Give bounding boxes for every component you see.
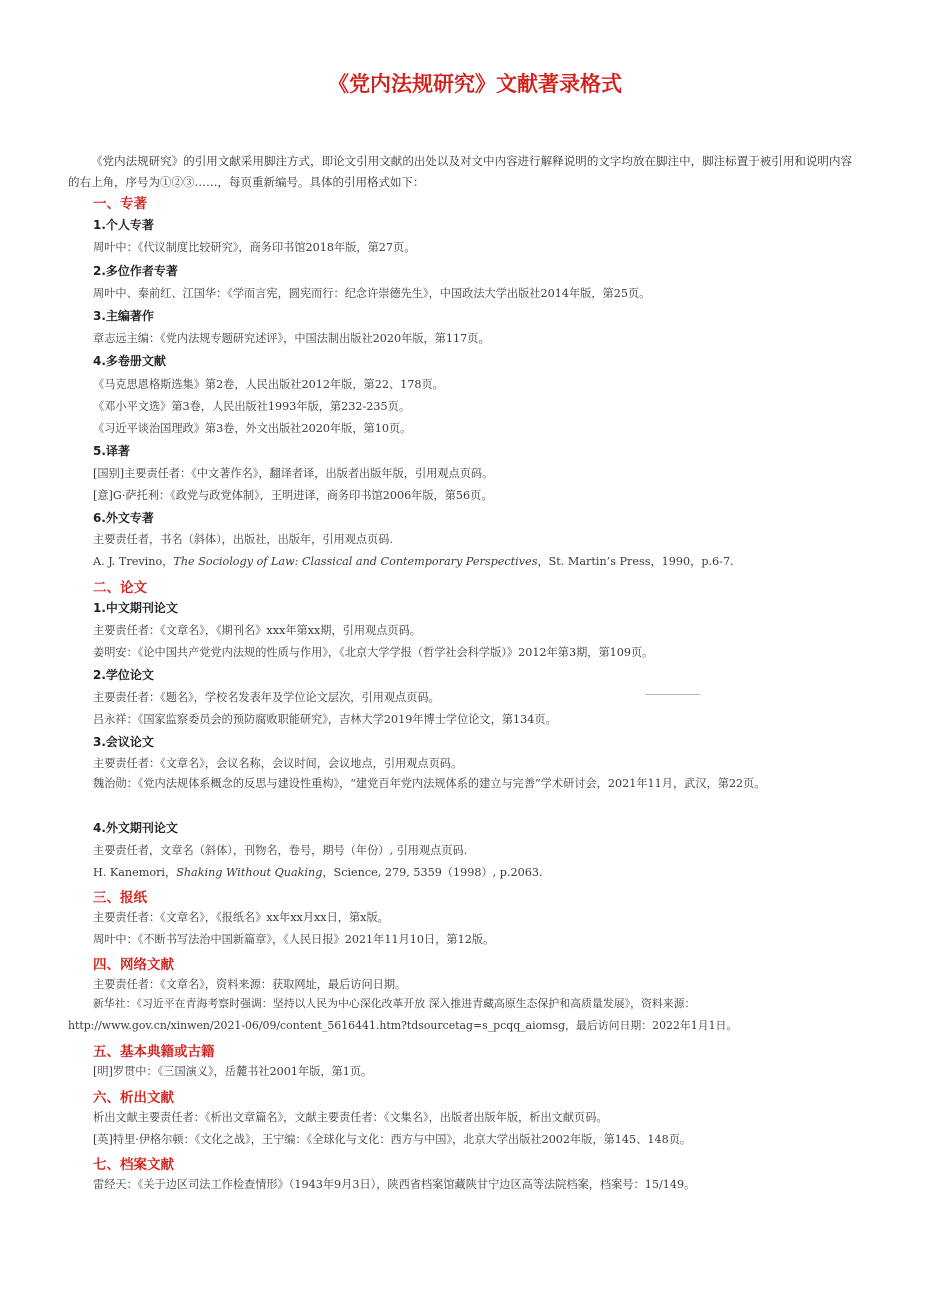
example-publication: ，Science, 279, 5359（1998）, p.2063. [322,866,543,879]
citation-line: 主要责任者，书名（斜体），出版社，出版年，引用观点页码. [93,533,394,546]
intro-paragraph: 《党内法规研究》的引用文献采用脚注方式，即论文引用文献的出处以及对文中内容进行解释说明的文字均放在脚注中，脚注标置于被引用和说明内容的右上角，序号为①②③……，每页重新编号。具体的引用格式如下： [68,154,852,189]
subheading-multi-author-monograph: 2.多位作者专著 [93,264,178,278]
citation-line: 主要责任者，文章名（斜体），刊物名，卷号，期号（年份）, 引用观点页码. [93,844,468,857]
section-heading-online: 四、网络文献 [93,957,174,973]
citation-line-example [93,553,734,569]
citation-line: 吕永祥：《国家监察委员会的预防腐败职能研究》，吉林大学2019年博士学位论文，第134页。 [93,713,557,726]
citation-line: 姜明安：《论中国共产党党内法规的性质与作用》，《北京大学学报（哲学社会科学版）》2012年第3期，第109页。 [93,646,654,659]
citation-line: 章志远主编：《党内法规专题研究述评》，中国法制出版社2020年版，第117页。 [93,332,490,345]
example-author: H. Kanemori， [93,866,177,879]
citation-line: 主要责任者：《文章名》，会议名称，会议时间，会议地点，引用观点页码。 [93,757,463,770]
citation-line: 周叶中：《代议制度比较研究》，商务印书馆2018年版，第27页。 [93,241,416,254]
page-title: 《党内法规研究》文献著录格式 [328,72,622,96]
subheading-individual-monograph: 1.个人专著 [93,218,154,232]
citation-line: [明]罗贯中：《三国演义》，岳麓书社2001年版，第1页。 [93,1065,373,1078]
section-heading-archives: 七、档案文献 [93,1157,174,1173]
example-title-italic: The Sociology of Law: Classical and Contemporary Perspectives [173,555,538,568]
subheading-conference-paper: 3.会议论文 [93,735,154,749]
citation-line: 析出文献主要责任者：《析出文章篇名》，文献主要责任者：《文集名》，出版者出版年版，析出文献页码。 [93,1111,608,1124]
subheading-multi-volume: 4.多卷册文献 [93,354,166,368]
citation-wrapped: 魏治勋：《党内法规体系概念的反思与建设性重构》，“建党百年党内法规体系的建立与完善”学术研讨会，2021年11月，武汉，第22页。 [93,777,766,790]
citation-line: [意]G·萨托利：《政党与政党体制》，王明进译，商务印书馆2006年版，第56页。 [93,489,493,502]
citation-line: 《邓小平文选》第3卷，人民出版社1993年版，第232-235页。 [93,400,411,413]
subheading-edited-work: 3.主编著作 [93,309,154,323]
citation-line: 主要责任者：《文章名》，资料来源：获取网址，最后访问日期。 [93,978,407,991]
subheading-foreign-journal: 4.外文期刊论文 [93,821,178,835]
citation-line: 雷经天：《关于边区司法工作检查情形》（1943年9月3日），陕西省档案馆藏陕甘宁边区高等法院档案，档案号：15/149。 [93,1178,696,1191]
citation-line: 《马克思恩格斯选集》第2卷，人民出版社2012年版，第22、178页。 [93,378,444,391]
subheading-translation: 5.译著 [93,444,130,458]
example-author: A. J. Trevino， [93,555,174,568]
citation-line: 周叶中、秦前红、江国华：《学而言宪，圆宪而行：纪念许崇德先生》，中国政法大学出版社2014年版，第25页。 [93,287,651,300]
citation-line: 主要责任者：《文章名》，《报纸名》xx年xx月xx日，第x版。 [93,911,389,924]
citation-wrapped: 新华社：《习近平在青海考察时强调：坚持以人民为中心深化改革开放 深入推进青藏高原生态保护和高质量发展》，资料来源：http://www.gov.cn/xinwen/2021-06/09/content_5616441.htm?tdsourcetag=s_pcqq_aiomsg，最后访问日期：2022年1月1日。 [68,997,738,1032]
citation-line: 主要责任者：《题名》，学校名发表年及学位论文层次，引用观点页码。 [93,691,440,704]
section-heading-excerpts: 六、析出文献 [93,1090,174,1106]
scan-mark-divider [645,694,700,695]
citation-line: 主要责任者：《文章名》，《期刊名》xxx年第xx期，引用观点页码。 [93,624,421,637]
section-heading-papers: 二、论文 [93,580,147,596]
example-title-italic: Shaking Without Quaking [176,866,323,879]
subheading-chinese-journal: 1.中文期刊论文 [93,601,178,615]
example-publication: ，St. Martin’s Press，1990，p.6-7. [537,555,734,568]
subheading-foreign-monograph: 6.外文专著 [93,511,154,525]
subheading-thesis: 2.学位论文 [93,668,154,682]
section-heading-monographs: 一、专著 [93,196,147,212]
section-heading-classics: 五、基本典籍或古籍 [93,1044,215,1060]
citation-line: [英]特里·伊格尔顿：《文化之战》，王宁编：《全球化与文化：西方与中国》，北京大学出版社2002年版，第145、148页。 [93,1133,692,1146]
citation-line: 《习近平谈治国理政》第3卷，外文出版社2020年版，第10页。 [93,422,412,435]
citation-line: [国别]主要责任者：《中文著作名》，翻译者译，出版者出版年版，引用观点页码。 [93,467,494,480]
citation-line: 周叶中：《不断书写法治中国新篇章》，《人民日报》2021年11月10日，第12版。 [93,933,495,946]
section-heading-newspapers: 三、报纸 [93,890,147,906]
citation-line-example [93,864,543,880]
